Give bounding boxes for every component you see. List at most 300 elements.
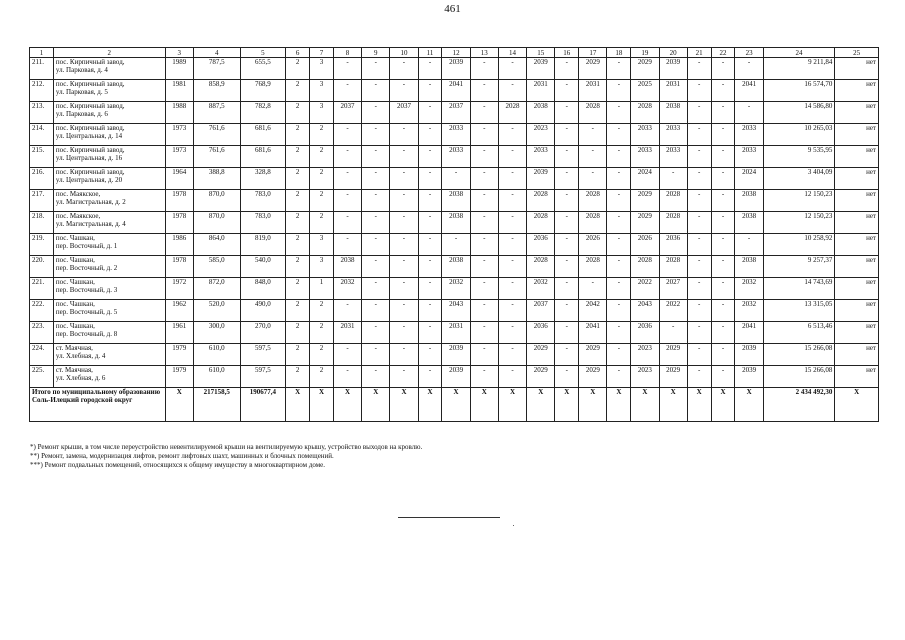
data-cell: 2026 [631,234,659,256]
total-cell: X [835,388,879,422]
data-cell: - [555,212,579,234]
address-settlement: ст. Маячная, [55,366,93,374]
data-cell: - [362,300,390,322]
data-cell: 768,9 [240,80,286,102]
data-cell: 9 211,84 [763,58,835,80]
data-cell: - [498,278,526,300]
data-cell: 2029 [631,190,659,212]
row-number: 219. [30,234,54,256]
data-cell: 2039 [442,344,470,366]
data-cell: 2036 [527,322,555,344]
column-number-cell: 20 [659,48,687,58]
data-cell: 2041 [735,80,763,102]
data-cell: 681,6 [240,146,286,168]
data-cell: нет [835,234,879,256]
data-cell: 585,0 [193,256,240,278]
table-row [30,278,879,300]
total-cell: X [333,388,361,422]
data-cell: - [659,168,687,190]
data-cell: - [470,102,498,124]
data-cell: 2031 [579,80,607,102]
data-cell: 2023 [631,344,659,366]
data-cell: 2028 [659,212,687,234]
data-cell: 681,6 [240,124,286,146]
data-cell: - [362,256,390,278]
address-cell [53,366,165,388]
column-number-cell: 19 [631,48,659,58]
data-cell: 9 257,37 [763,256,835,278]
data-cell: - [555,366,579,388]
data-cell: 2039 [659,58,687,80]
table-row [30,146,879,168]
data-cell: - [362,366,390,388]
data-cell: 490,0 [240,300,286,322]
data-cell: 2033 [442,146,470,168]
data-cell: - [362,212,390,234]
data-cell: 2038 [527,102,555,124]
data-cell: 2038 [735,212,763,234]
address-street: пер. Восточный, д. 8 [55,330,118,338]
data-cell: - [555,124,579,146]
data-cell: - [711,344,735,366]
data-cell: 2028 [579,212,607,234]
data-cell: - [333,190,361,212]
table-row [30,190,879,212]
data-cell: 655,5 [240,58,286,80]
data-cell: нет [835,146,879,168]
data-cell: - [362,168,390,190]
data-cell: - [711,278,735,300]
data-cell: 2 [310,168,334,190]
data-cell: 3 404,09 [763,168,835,190]
data-cell: 270,0 [240,322,286,344]
column-number-cell: 13 [470,48,498,58]
data-cell: - [555,58,579,80]
data-cell: 864,0 [193,234,240,256]
data-cell: - [555,278,579,300]
data-cell: - [607,234,631,256]
data-cell: - [498,212,526,234]
address-street: пер. Восточный, д. 2 [55,264,118,272]
speck [513,525,514,526]
data-cell: - [555,102,579,124]
data-cell: 858,9 [193,80,240,102]
column-number-cell: 9 [362,48,390,58]
data-cell: - [711,212,735,234]
data-cell: - [735,234,763,256]
column-number-cell: 1 [30,48,54,58]
data-cell: 12 150,23 [763,212,835,234]
data-cell: 2 [310,366,334,388]
data-cell: - [418,168,442,190]
data-cell: - [711,234,735,256]
column-number-row [30,48,879,58]
column-number-cell: 14 [498,48,526,58]
data-cell: - [711,322,735,344]
data-cell: нет [835,366,879,388]
data-cell: 2028 [579,190,607,212]
row-number: 212. [30,80,54,102]
data-cell: 2029 [579,344,607,366]
data-cell: - [470,366,498,388]
data-cell: - [711,124,735,146]
column-number-cell: 7 [310,48,334,58]
data-cell: нет [835,300,879,322]
data-cell: - [390,300,418,322]
data-cell: - [579,168,607,190]
data-cell: - [390,190,418,212]
data-cell: - [607,256,631,278]
total-label: Итого по муниципальному образованию Соль-Илецкий городской округ [30,388,166,422]
data-cell: 2033 [442,124,470,146]
data-cell: - [607,190,631,212]
data-cell: 14 743,69 [763,278,835,300]
data-cell: 9 535,95 [763,146,835,168]
data-cell: 3 [310,58,334,80]
row-number: 213. [30,102,54,124]
data-cell: 2 [286,80,310,102]
data-cell: нет [835,80,879,102]
data-cell: - [470,300,498,322]
address-street: ул. Центральная, д. 20 [55,176,123,184]
data-cell: 2 [286,124,310,146]
data-cell: 870,0 [193,190,240,212]
total-cell: X [607,388,631,422]
data-cell: - [555,146,579,168]
column-number-cell: 11 [418,48,442,58]
data-cell: - [418,190,442,212]
data-cell: - [390,366,418,388]
table-row [30,212,879,234]
data-cell: нет [835,124,879,146]
data-cell: - [498,124,526,146]
address-street: ул. Парковая, д. 4 [55,66,108,74]
data-cell: - [418,80,442,102]
data-cell: 2039 [527,58,555,80]
data-cell: 2 [286,366,310,388]
address-street: ул. Магистральная, д. 2 [55,198,126,206]
address-cell [53,344,165,366]
address-cell [53,102,165,124]
address-cell [53,234,165,256]
data-cell: 2 [286,256,310,278]
data-cell: - [607,124,631,146]
address-street: пер. Восточный, д. 5 [55,308,118,316]
data-cell: - [390,234,418,256]
data-cell: - [711,168,735,190]
row-number: 214. [30,124,54,146]
total-row [30,388,879,422]
address-cell [53,190,165,212]
data-cell: - [607,168,631,190]
data-cell: - [362,234,390,256]
data-cell: 2024 [631,168,659,190]
data-cell: - [711,300,735,322]
table-row [30,300,879,322]
table-row [30,344,879,366]
data-cell: 2028 [498,102,526,124]
data-cell: - [418,322,442,344]
data-cell: - [687,212,711,234]
address-settlement: пос. Кирпичный завод, [55,58,125,66]
data-cell: 1979 [165,344,193,366]
data-cell: - [607,322,631,344]
address-settlement: пос. Кирпичный завод, [55,168,125,176]
data-cell: - [390,256,418,278]
data-cell: 2029 [659,344,687,366]
data-cell: 2028 [579,256,607,278]
data-cell: нет [835,168,879,190]
table-row [30,168,879,190]
data-cell: 610,0 [193,344,240,366]
total-cell: X [362,388,390,422]
data-cell: - [555,322,579,344]
data-cell: - [555,190,579,212]
data-cell: - [498,146,526,168]
data-cell: 597,5 [240,366,286,388]
total-cell: X [310,388,334,422]
data-cell: - [362,190,390,212]
data-cell: 1961 [165,322,193,344]
separator-line [398,517,500,518]
data-cell: 10 265,03 [763,124,835,146]
data-cell: 2 [286,344,310,366]
address-cell [53,124,165,146]
data-cell: 2039 [442,58,470,80]
data-cell: - [333,212,361,234]
data-cell: 2022 [631,278,659,300]
column-number-cell: 16 [555,48,579,58]
data-cell: 1972 [165,278,193,300]
address-settlement: пос. Кирпичный завод, [55,102,125,110]
data-cell: - [555,256,579,278]
data-cell: 2038 [735,256,763,278]
data-cell: 2032 [735,300,763,322]
data-cell: - [418,234,442,256]
data-cell: 15 266,08 [763,344,835,366]
data-cell: 2038 [442,190,470,212]
data-cell: - [607,58,631,80]
data-cell: - [470,80,498,102]
address-street: ул. Магистральная, д. 4 [55,220,126,228]
data-cell: 2043 [631,300,659,322]
data-cell: - [470,168,498,190]
data-cell: нет [835,58,879,80]
data-cell: 2028 [659,256,687,278]
data-cell: 15 266,08 [763,366,835,388]
table-body [30,48,879,422]
column-number-cell: 6 [286,48,310,58]
data-cell: 16 574,70 [763,80,835,102]
address-settlement: пос. Маякское, [55,212,101,220]
data-cell: нет [835,278,879,300]
data-cell: - [362,80,390,102]
data-cell: 2 [310,190,334,212]
data-cell: 2029 [527,344,555,366]
total-cell: X [442,388,470,422]
data-cell: 2038 [333,256,361,278]
data-cell: 2024 [735,168,763,190]
table-row [30,366,879,388]
data-cell: - [418,366,442,388]
column-number-cell: 8 [333,48,361,58]
row-number: 218. [30,212,54,234]
row-number: 223. [30,322,54,344]
data-cell: 761,6 [193,124,240,146]
data-cell: - [470,278,498,300]
data-cell: - [555,168,579,190]
data-cell: 1986 [165,234,193,256]
data-cell: 520,0 [193,300,240,322]
column-number-cell: 21 [687,48,711,58]
data-cell: - [418,344,442,366]
data-cell: 1979 [165,366,193,388]
column-number-cell: 18 [607,48,631,58]
data-cell: 2033 [659,124,687,146]
data-cell: 1981 [165,80,193,102]
data-cell: - [687,168,711,190]
data-cell: 2029 [631,212,659,234]
address-settlement: пос. Чашкан, [55,300,95,308]
data-cell: - [687,256,711,278]
data-cell: - [735,58,763,80]
footnote-basements: ***) Ремонт подвальных помещений, относящихся к общему имуществу в многоквартирном доме. [30,461,326,469]
data-cell: - [711,256,735,278]
data-cell: 2032 [735,278,763,300]
total-cell: 217158,5 [193,388,240,422]
address-street: ул. Парковая, д. 5 [55,88,108,96]
data-cell: - [418,102,442,124]
data-cell: - [735,102,763,124]
data-cell: 2043 [442,300,470,322]
data-cell: 2 [310,344,334,366]
data-cell: 2031 [659,80,687,102]
data-cell: - [687,300,711,322]
data-cell: - [579,146,607,168]
data-cell: 14 586,80 [763,102,835,124]
column-number-cell: 5 [240,48,286,58]
data-cell: 2036 [631,322,659,344]
data-cell: - [659,322,687,344]
data-cell: 2023 [527,124,555,146]
address-settlement: пос. Маякское, [55,190,101,198]
data-cell: 6 513,46 [763,322,835,344]
data-cell: - [418,300,442,322]
data-cell: - [470,124,498,146]
data-cell: 610,0 [193,366,240,388]
data-cell: 1964 [165,168,193,190]
data-cell: 2042 [579,300,607,322]
data-cell: нет [835,190,879,212]
data-cell: - [555,234,579,256]
data-cell: 2037 [527,300,555,322]
data-cell: - [687,322,711,344]
data-cell: 2028 [631,256,659,278]
data-cell: 2 [310,212,334,234]
total-cell: 190677,4 [240,388,286,422]
data-cell: - [390,58,418,80]
data-cell: 2039 [442,366,470,388]
address-settlement: пос. Чашкан, [55,234,95,242]
address-cell [53,80,165,102]
data-cell: 2038 [442,212,470,234]
data-cell: 2 [286,168,310,190]
data-cell: 2038 [659,102,687,124]
data-cell: 2038 [442,256,470,278]
data-cell: - [498,168,526,190]
data-cell: - [470,146,498,168]
data-cell: - [607,278,631,300]
data-cell: - [333,344,361,366]
data-cell: - [333,80,361,102]
total-cell: X [498,388,526,422]
data-cell: - [607,102,631,124]
data-cell: 2036 [659,234,687,256]
address-settlement: ст. Маячная, [55,344,93,352]
data-cell: - [362,344,390,366]
data-cell: 1978 [165,212,193,234]
data-cell: 783,0 [240,212,286,234]
data-cell: 2 [310,146,334,168]
table-row [30,102,879,124]
table-row [30,124,879,146]
data-cell: - [390,168,418,190]
row-number: 220. [30,256,54,278]
data-cell: - [687,58,711,80]
data-cell: 1988 [165,102,193,124]
data-cell: - [687,190,711,212]
address-street: ул. Центральная, д. 16 [55,154,123,162]
data-cell: 2032 [527,278,555,300]
data-cell: - [687,102,711,124]
data-cell: - [498,322,526,344]
table-row [30,80,879,102]
total-cell: X [579,388,607,422]
data-cell: нет [835,256,879,278]
table-row [30,58,879,80]
data-cell: 783,0 [240,190,286,212]
address-street: ул. Хлебная, д. 4 [55,352,106,360]
data-cell: 12 150,23 [763,190,835,212]
data-cell: 2031 [527,80,555,102]
table-row [30,322,879,344]
data-cell: 872,0 [193,278,240,300]
data-cell: 2037 [333,102,361,124]
data-cell: 2028 [527,190,555,212]
address-cell [53,300,165,322]
data-cell: - [333,234,361,256]
data-cell: - [687,146,711,168]
address-settlement: пос. Чашкан, [55,278,95,286]
data-cell: - [687,124,711,146]
data-cell: - [555,300,579,322]
data-cell: - [470,190,498,212]
total-cell: X [687,388,711,422]
data-cell: 2 [286,322,310,344]
row-number: 211. [30,58,54,80]
data-cell: 2026 [579,234,607,256]
data-cell: - [418,212,442,234]
footnotes [30,443,422,470]
data-cell: 2023 [631,366,659,388]
data-cell: 3 [310,234,334,256]
total-cell: X [659,388,687,422]
data-cell: - [418,146,442,168]
data-cell: 2022 [659,300,687,322]
footnote-roof: *) Ремонт крыши, в том числе переустройство невентилируемой крыши на вентилируемую крышу, устройство выходов на кровлю. [30,443,423,451]
data-cell: 2036 [527,234,555,256]
data-cell: - [607,80,631,102]
